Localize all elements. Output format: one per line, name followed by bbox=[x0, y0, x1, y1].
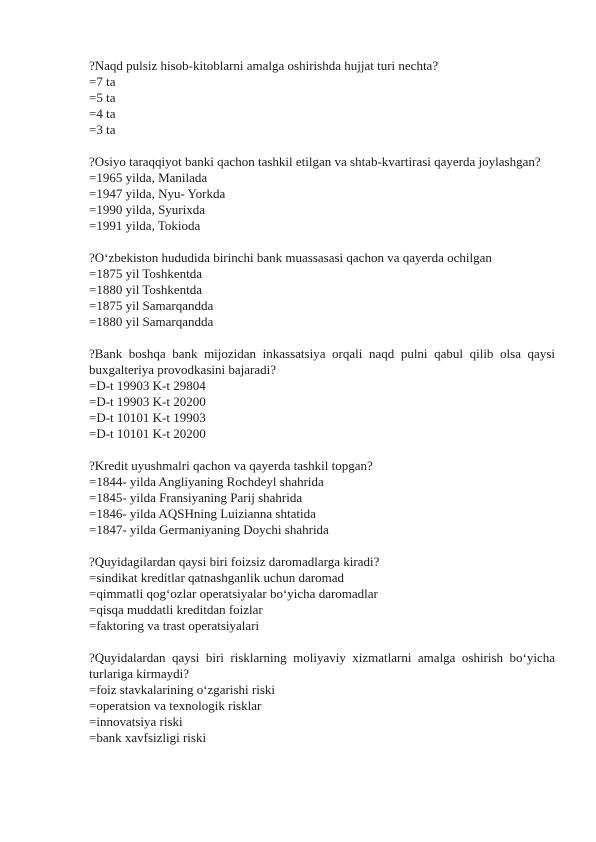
answer-option: =1875 yil Samarqandda bbox=[89, 298, 214, 313]
question-block bbox=[89, 58, 555, 138]
question-block bbox=[89, 650, 555, 746]
answer-option: =4 ta bbox=[89, 106, 116, 121]
question-block bbox=[89, 458, 555, 538]
answer-option: =1875 yil Toshkentda bbox=[89, 266, 203, 281]
answer-option: =bank xavfsizligi riski bbox=[89, 730, 207, 745]
answer-option: =qimmatli qog‘ozlar operatsiyalar bo‘yicha daromadlar bbox=[89, 586, 378, 601]
answer-option: =sindikat kreditlar qatnashganlik uchun daromad bbox=[89, 570, 344, 585]
answer-option: =operatsion va texnologik risklar bbox=[89, 698, 262, 713]
answer-option: =qisqa muddatli kreditdan foizlar bbox=[89, 602, 263, 617]
answer-option: =1990 yilda, Syurixda bbox=[89, 202, 206, 217]
answer-option: =1844- yilda Angliyaning Rochdeyl shahrida bbox=[89, 474, 324, 489]
question-list bbox=[89, 58, 555, 762]
answer-option: =5 ta bbox=[89, 90, 116, 105]
question-block bbox=[89, 250, 555, 330]
answer-option: =D-t 10101 K-t 20200 bbox=[89, 426, 206, 441]
answer-option: =D-t 19903 K-t 29804 bbox=[89, 378, 206, 393]
answer-option: =1991 yilda, Tokioda bbox=[89, 218, 201, 233]
answer-option: =3 ta bbox=[89, 122, 116, 137]
question-text: ?O‘zbekiston hududida birinchi bank muassasasi qachon va qayerda ochilgan bbox=[89, 250, 492, 265]
question-text: ?Naqd pulsiz hisob-kitoblarni amalga oshirishda hujjat turi nechta? bbox=[89, 58, 439, 73]
answer-option: =1846- yilda AQSHning Luizianna shtatida bbox=[89, 506, 316, 521]
answer-option: =foiz stavkalarining o‘zgarishi riski bbox=[89, 682, 276, 697]
answer-option: =1880 yil Toshkentda bbox=[89, 282, 203, 297]
question-text: ?Quyidalardan qaysi biri risklarning moliyaviy xizmatlarni amalga oshirish bo‘yicha turlariga kirmaydi? bbox=[89, 650, 555, 681]
answer-option: =D-t 10101 K-t 19903 bbox=[89, 410, 206, 425]
answer-option: =faktoring va trast operatsiyalari bbox=[89, 618, 260, 633]
question-block bbox=[89, 554, 555, 634]
question-text: ?Osiyo taraqqiyot banki qachon tashkil etilgan va shtab-kvartirasi qayerda joylashgan? bbox=[89, 154, 541, 169]
question-block bbox=[89, 154, 555, 234]
answer-option: =D-t 19903 K-t 20200 bbox=[89, 394, 206, 409]
question-text: ?Kredit uyushmalri qachon va qayerda tashkil topgan? bbox=[89, 458, 373, 473]
question-text: ?Bank boshqa bank mijozidan inkassatsiya orqali naqd pulni qabul qilib olsa qaysi buxgalteriya provodkasini bajaradi? bbox=[89, 346, 555, 377]
answer-option: =7 ta bbox=[89, 74, 116, 89]
question-text: ?Quyidagilardan qaysi biri foizsiz daromadlarga kiradi? bbox=[89, 554, 380, 569]
answer-option: =1845- yilda Fransiyaning Parij shahrida bbox=[89, 490, 303, 505]
answer-option: =1965 yilda, Manilada bbox=[89, 170, 208, 185]
answer-option: =1847- yilda Germaniyaning Doychi shahrida bbox=[89, 522, 329, 537]
answer-option: =innovatsiya riski bbox=[89, 714, 183, 729]
answer-option: =1880 yil Samarqandda bbox=[89, 314, 214, 329]
answer-option: =1947 yilda, Nyu- Yorkda bbox=[89, 186, 226, 201]
question-block bbox=[89, 346, 555, 442]
